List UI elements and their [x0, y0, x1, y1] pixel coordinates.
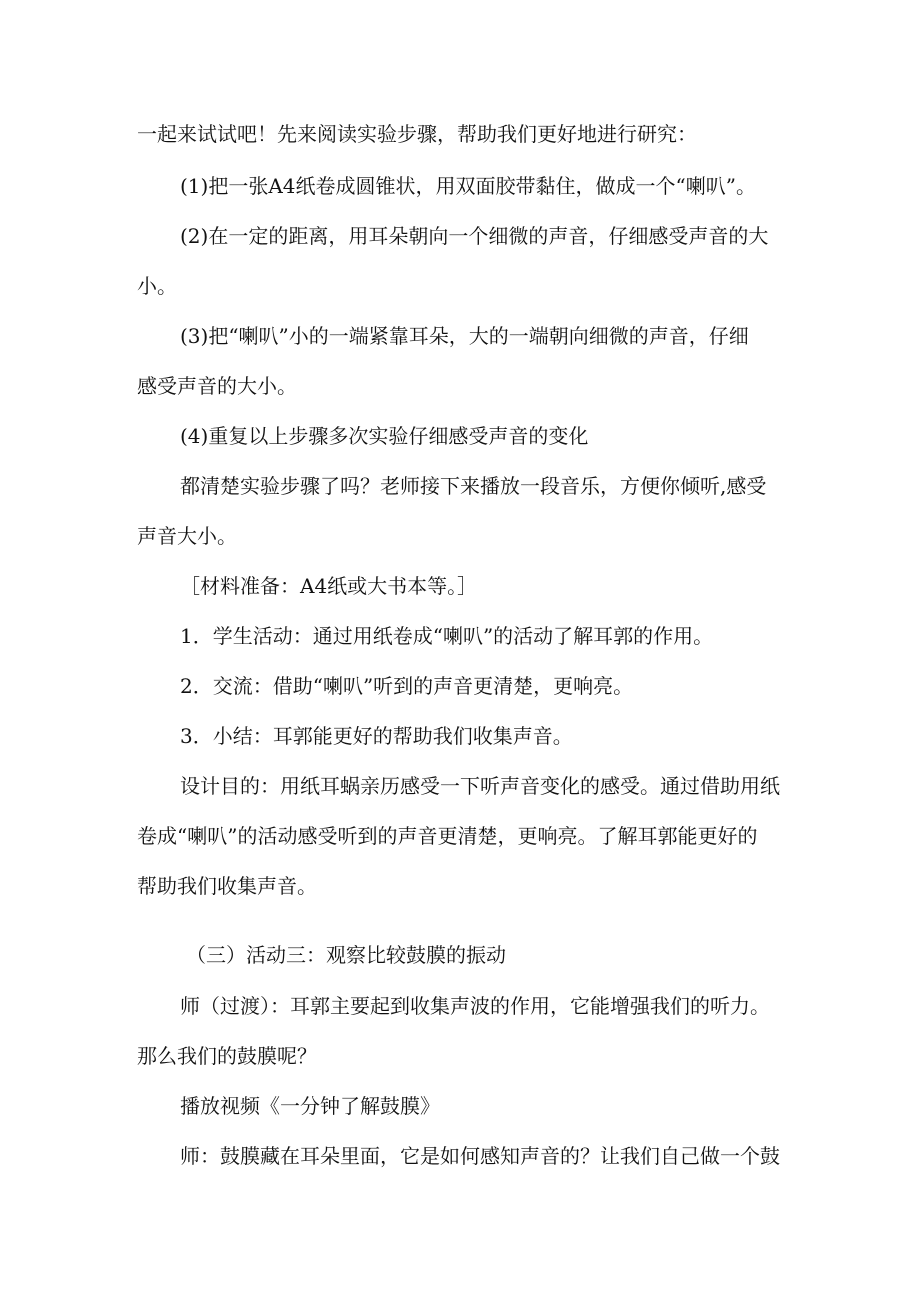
design-purpose-line-3: 帮助我们收集声音。 — [137, 874, 317, 898]
section-heading-activity-3: （三）活动三：观察比较鼓膜的振动 — [186, 943, 506, 967]
video-instruction: 播放视频《一分钟了解鼓膜》 — [180, 1094, 440, 1118]
step-1: (1)把一张A4纸卷成圆锥状，用双面胶带黏住，做成一个“喇叭”。 — [180, 174, 756, 198]
teacher-transition-continued: 那么我们的鼓膜呢？ — [137, 1044, 317, 1068]
step-2-continued: 小。 — [137, 274, 177, 298]
paragraph-music: 都清楚实验步骤了吗？老师接下来播放一段音乐，方便你倾听,感受 — [180, 474, 767, 498]
design-purpose-line-2: 卷成“喇叭”的活动感受听到的声音更清楚，更响亮。了解耳郭能更好的 — [137, 824, 758, 848]
teacher-question: 师：鼓膜藏在耳朵里面，它是如何感知声音的？让我们自己做一个鼓 — [180, 1144, 780, 1168]
design-purpose: 设计目的：用纸耳蜗亲历感受一下听声音变化的感受。通过借助用纸 — [180, 774, 780, 798]
paragraph-intro: 一起来试试吧！先来阅读实验步骤，帮助我们更好地进行研究： — [137, 122, 697, 146]
paragraph-music-continued: 声音大小。 — [137, 524, 237, 548]
list-item-1: 1．学生活动：通过用纸卷成“喇叭”的活动了解耳郭的作用。 — [180, 624, 714, 648]
step-3-continued: 感受声音的大小。 — [137, 374, 297, 398]
step-4: (4)重复以上步骤多次实验仔细感受声音的变化 — [180, 424, 589, 448]
teacher-transition: 师（过渡）：耳郭主要起到收集声波的作用，它能增强我们的听力。 — [180, 994, 770, 1018]
materials-note: ［材料准备：A4纸或大书本等。］ — [180, 574, 478, 598]
list-item-3: 3．小结：耳郭能更好的帮助我们收集声音。 — [180, 724, 573, 748]
step-2: (2)在一定的距离，用耳朵朝向一个细微的声音，仔细感受声音的大 — [180, 224, 769, 248]
list-item-2: 2．交流：借助“喇叭”听到的声音更清楚，更响亮。 — [180, 674, 634, 698]
step-3: (3)把“喇叭”小的一端紧靠耳朵，大的一端朝向细微的声音，仔细 — [180, 324, 749, 348]
